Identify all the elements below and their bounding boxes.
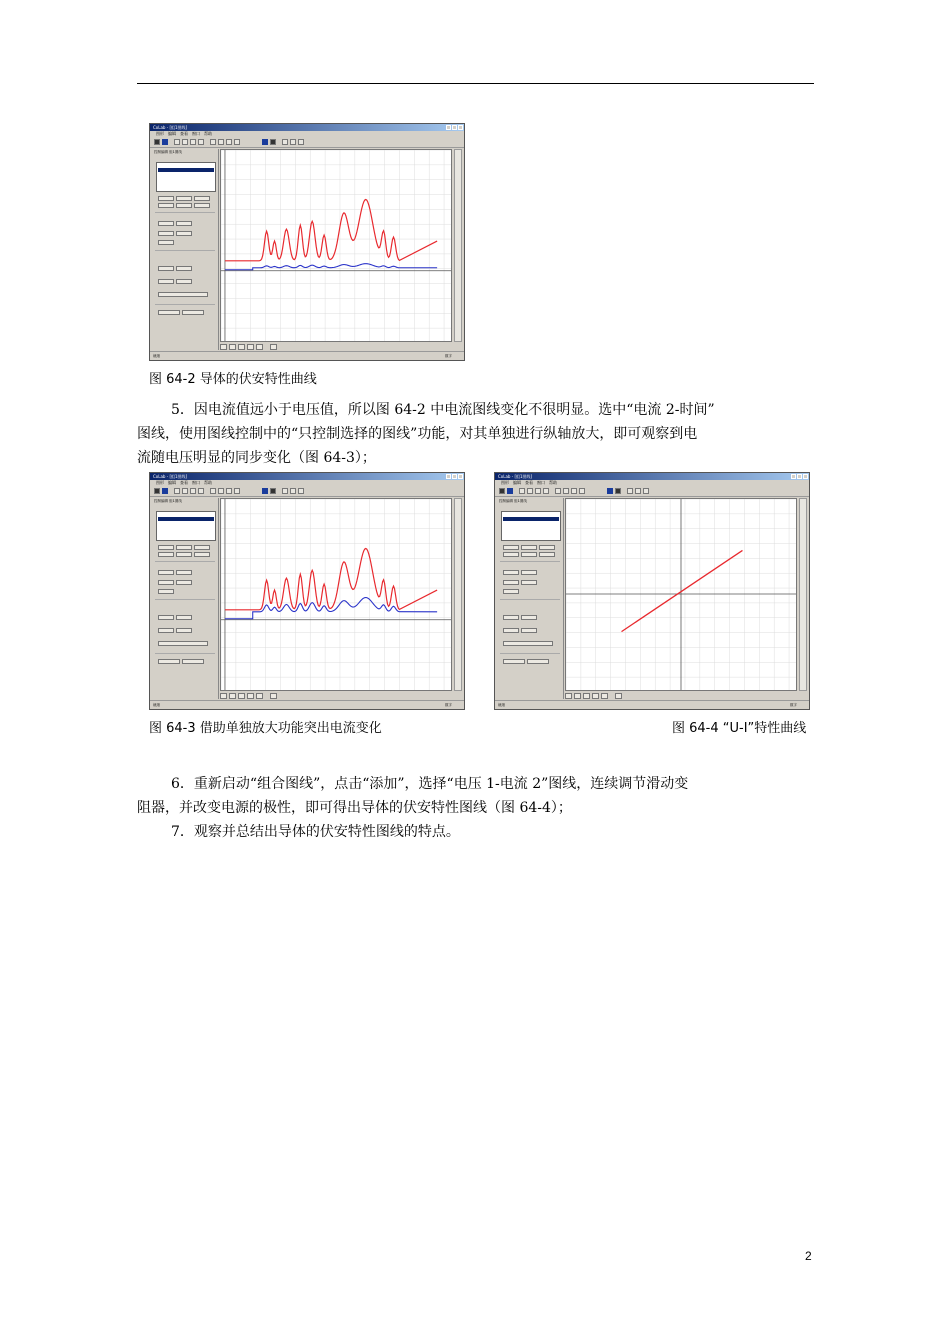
paragraph-line: 7．观察并总结出导体的伏安特性图线的特点。 [171, 824, 460, 840]
toolbar-icon[interactable] [174, 488, 180, 494]
minimize-icon[interactable] [446, 474, 451, 479]
ui-line [622, 550, 743, 631]
panel-button[interactable] [521, 615, 537, 620]
menu-item[interactable]: 查看 [180, 480, 188, 485]
button-row [158, 240, 174, 245]
panel-button[interactable] [158, 266, 174, 271]
toolbar-icon[interactable] [535, 488, 541, 494]
panel-button[interactable] [176, 615, 192, 620]
toolbar-icon[interactable] [218, 488, 224, 494]
graph-tool-icon[interactable] [247, 693, 254, 699]
figure-64-4-screenshot [494, 472, 810, 710]
panel-button[interactable] [503, 628, 519, 633]
button-row [503, 580, 537, 585]
panel-tabs[interactable]: 控制编辑 组1图线 [154, 150, 182, 154]
panel-button[interactable] [194, 552, 210, 557]
panel-button[interactable] [194, 545, 210, 550]
button-row [503, 659, 549, 664]
toolbar-icon[interactable] [154, 488, 160, 494]
graph-area[interactable] [220, 498, 452, 691]
graph-tool-icon[interactable] [270, 693, 277, 699]
toolbar-icon[interactable] [198, 139, 204, 145]
time-graph [221, 499, 451, 690]
control-panel [497, 498, 564, 699]
panel-button[interactable] [158, 659, 180, 664]
figure-64-3-screenshot [149, 472, 465, 710]
graph-toolbar [220, 692, 452, 700]
panel-button[interactable] [539, 545, 555, 550]
panel-button[interactable] [503, 580, 519, 585]
toolbar-icon[interactable] [563, 488, 569, 494]
voltage-curve [225, 548, 437, 609]
button-row [503, 545, 555, 550]
menu-item[interactable]: 编辑 [513, 480, 521, 485]
close-icon[interactable] [458, 474, 463, 479]
window-title: CoLab - [组1图线] [153, 125, 188, 130]
panel-button[interactable] [503, 589, 519, 594]
button-row [503, 552, 555, 557]
panel-button[interactable] [176, 266, 192, 271]
statusbar [495, 700, 809, 709]
button-row [158, 615, 192, 620]
status-mode: 数字 [445, 354, 452, 358]
toolbar-icon[interactable] [182, 488, 188, 494]
panel-button[interactable] [176, 570, 192, 575]
button-row [503, 615, 537, 620]
button-row [158, 196, 210, 201]
graph-tool-icon[interactable] [583, 693, 590, 699]
panel-button[interactable] [158, 589, 174, 594]
panel-button[interactable] [158, 615, 174, 620]
panel-button[interactable] [521, 580, 537, 585]
panel-button[interactable] [158, 570, 174, 575]
menu-item[interactable]: 帮助 [549, 480, 557, 485]
button-row [158, 292, 208, 297]
status-text: 就绪 [498, 703, 505, 707]
toolbar [495, 486, 809, 497]
toolbar-icon[interactable] [571, 488, 577, 494]
toolbar-icon[interactable] [635, 488, 641, 494]
section-divider [155, 250, 215, 251]
maximize-icon[interactable] [797, 474, 802, 479]
panel-button[interactable] [521, 570, 537, 575]
panel-button[interactable] [158, 240, 174, 245]
button-row [158, 266, 192, 271]
selected-graph-item[interactable] [158, 517, 214, 521]
toolbar [150, 486, 464, 497]
toolbar-icon[interactable] [507, 488, 513, 494]
toolbar-icon[interactable] [643, 488, 649, 494]
toolbar-icon[interactable] [499, 488, 505, 494]
toolbar-icon[interactable] [290, 139, 296, 145]
graph-tool-icon[interactable] [220, 344, 227, 350]
graph-tool-icon[interactable] [229, 344, 236, 350]
panel-button[interactable] [503, 552, 519, 557]
panel-tabs[interactable]: 控制编辑 组1图线 [154, 499, 182, 503]
section-divider [500, 599, 560, 600]
section-divider [155, 653, 215, 654]
panel-button[interactable] [158, 203, 174, 208]
menu-item[interactable]: 图形 [501, 480, 509, 485]
control-panel [152, 149, 219, 350]
panel-tabs[interactable]: 控制编辑 组1图线 [499, 499, 527, 503]
maximize-icon[interactable] [452, 474, 457, 479]
panel-button[interactable] [158, 545, 174, 550]
paragraph-line: 5．因电流值远小于电压值，所以图 64-2 中电流图线变化不很明显。选中“电流 2-时间” [171, 402, 715, 418]
panel-button[interactable] [158, 641, 208, 646]
control-panel [152, 498, 219, 699]
panel-button[interactable] [176, 545, 192, 550]
button-row [158, 641, 208, 646]
panel-button[interactable] [158, 196, 174, 201]
voltage-curve [225, 199, 437, 260]
menu-item[interactable]: 图形 [156, 131, 164, 136]
panel-button[interactable] [527, 659, 549, 664]
toolbar-icon[interactable] [174, 139, 180, 145]
section-divider [155, 599, 215, 600]
toolbar-icon[interactable] [198, 488, 204, 494]
graph-tool-icon[interactable] [220, 693, 227, 699]
stop-icon[interactable] [615, 488, 621, 494]
panel-button[interactable] [194, 196, 210, 201]
maximize-icon[interactable] [452, 125, 457, 130]
graph-area[interactable] [565, 498, 797, 691]
window-title: CoLab - [组1图线] [498, 474, 533, 479]
minimize-icon[interactable] [446, 125, 451, 130]
graph-area[interactable] [220, 149, 452, 342]
menu-item[interactable]: 窗口 [192, 131, 200, 136]
stop-icon[interactable] [270, 488, 276, 494]
panel-button[interactable] [176, 231, 192, 236]
statusbar [150, 351, 464, 360]
graph-tool-icon[interactable] [238, 693, 245, 699]
toolbar [150, 137, 464, 148]
button-row [158, 570, 192, 575]
panel-button[interactable] [158, 231, 174, 236]
graph-tool-icon[interactable] [270, 344, 277, 350]
toolbar-icon[interactable] [210, 139, 216, 145]
graph-tool-icon[interactable] [574, 693, 581, 699]
graph-tool-icon[interactable] [601, 693, 608, 699]
header-rule [137, 83, 814, 84]
panel-button[interactable] [176, 580, 192, 585]
window-titlebar [150, 124, 464, 131]
graph-list[interactable] [156, 162, 216, 192]
toolbar-icon[interactable] [298, 139, 304, 145]
figure-caption: 图 64-4 “U-I”特性曲线 [672, 721, 807, 736]
menu-item[interactable]: 窗口 [537, 480, 545, 485]
panel-button[interactable] [176, 196, 192, 201]
vertical-scrollbar[interactable] [454, 149, 462, 342]
graph-tool-icon[interactable] [247, 344, 254, 350]
menu-item[interactable]: 查看 [525, 480, 533, 485]
menu-item[interactable]: 查看 [180, 131, 188, 136]
toolbar-icon[interactable] [218, 139, 224, 145]
window-titlebar [495, 473, 809, 480]
button-row [158, 552, 210, 557]
graph-list[interactable] [156, 511, 216, 541]
button-row [158, 628, 192, 633]
selected-graph-item[interactable] [503, 517, 559, 521]
vertical-scrollbar[interactable] [799, 498, 807, 691]
button-row [158, 203, 210, 208]
ui-graph [566, 499, 796, 690]
toolbar-icon[interactable] [282, 139, 288, 145]
toolbar-icon[interactable] [543, 488, 549, 494]
toolbar-icon[interactable] [190, 488, 196, 494]
panel-button[interactable] [176, 221, 192, 226]
toolbar-icon[interactable] [298, 488, 304, 494]
panel-button[interactable] [503, 615, 519, 620]
menu-item[interactable]: 图形 [156, 480, 164, 485]
panel-button[interactable] [158, 552, 174, 557]
menu-item[interactable]: 编辑 [168, 131, 176, 136]
toolbar-icon[interactable] [162, 488, 168, 494]
panel-button[interactable] [176, 203, 192, 208]
graph-tool-icon[interactable] [229, 693, 236, 699]
panel-button[interactable] [182, 659, 204, 664]
close-icon[interactable] [458, 125, 463, 130]
toolbar-icon[interactable] [190, 139, 196, 145]
vertical-scrollbar[interactable] [454, 498, 462, 691]
menu-item[interactable]: 窗口 [192, 480, 200, 485]
toolbar-icon[interactable] [290, 488, 296, 494]
panel-button[interactable] [176, 552, 192, 557]
graph-tool-icon[interactable] [238, 344, 245, 350]
figure-caption: 图 64-2 导体的伏安特性曲线 [149, 372, 317, 387]
figure-caption: 图 64-3 借助单独放大功能突出电流变化 [149, 721, 382, 736]
statusbar [150, 700, 464, 709]
panel-button[interactable] [182, 310, 204, 315]
close-icon[interactable] [803, 474, 808, 479]
panel-button[interactable] [503, 545, 519, 550]
button-row [158, 279, 192, 284]
status-text: 就绪 [153, 354, 160, 358]
play-icon[interactable] [262, 488, 268, 494]
menu-item[interactable]: 编辑 [168, 480, 176, 485]
minimize-icon[interactable] [791, 474, 796, 479]
stop-icon[interactable] [270, 139, 276, 145]
button-row [158, 589, 174, 594]
section-divider [500, 561, 560, 562]
menu-item[interactable]: 帮助 [204, 131, 212, 136]
graph-tool-icon[interactable] [256, 344, 263, 350]
button-row [503, 628, 537, 633]
panel-button[interactable] [503, 641, 553, 646]
toolbar-icon[interactable] [282, 488, 288, 494]
status-text: 就绪 [153, 703, 160, 707]
graph-tool-icon[interactable] [592, 693, 599, 699]
graph-tool-icon[interactable] [256, 693, 263, 699]
toolbar-icon[interactable] [182, 139, 188, 145]
figure-64-2-screenshot [149, 123, 465, 361]
button-row [158, 221, 192, 226]
panel-button[interactable] [503, 659, 525, 664]
section-divider [500, 653, 560, 654]
button-row [503, 570, 537, 575]
selected-graph-item[interactable] [158, 168, 214, 172]
menu-item[interactable]: 帮助 [204, 480, 212, 485]
button-row [158, 231, 192, 236]
toolbar-icon[interactable] [154, 139, 160, 145]
graph-toolbar [565, 692, 797, 700]
toolbar-icon[interactable] [519, 488, 525, 494]
status-mode: 数字 [445, 703, 452, 707]
button-row [158, 545, 210, 550]
panel-button[interactable] [158, 279, 174, 284]
section-divider [155, 212, 215, 213]
panel-button[interactable] [521, 552, 537, 557]
status-mode: 数字 [790, 703, 797, 707]
panel-button[interactable] [194, 203, 210, 208]
paragraph-line: 6．重新启动“组合图线”，点击“添加”，选择“电压 1-电流 2”图线，连续调节滑动变 [171, 776, 689, 792]
button-row [158, 659, 204, 664]
play-icon[interactable] [262, 139, 268, 145]
graph-tool-icon[interactable] [615, 693, 622, 699]
window-title: CoLab - [组1图线] [153, 474, 188, 479]
panel-button[interactable] [176, 628, 192, 633]
toolbar-icon[interactable] [555, 488, 561, 494]
page-number: 2 [805, 1249, 812, 1263]
toolbar-icon[interactable] [234, 488, 240, 494]
section-divider [155, 561, 215, 562]
toolbar-icon[interactable] [627, 488, 633, 494]
toolbar-icon[interactable] [579, 488, 585, 494]
toolbar-icon[interactable] [226, 139, 232, 145]
panel-button[interactable] [521, 545, 537, 550]
panel-button[interactable] [158, 292, 208, 297]
panel-button[interactable] [158, 580, 174, 585]
toolbar-icon[interactable] [234, 139, 240, 145]
button-row [503, 641, 553, 646]
panel-button[interactable] [521, 628, 537, 633]
time-graph [221, 150, 451, 341]
panel-button[interactable] [503, 570, 519, 575]
panel-button[interactable] [158, 628, 174, 633]
button-row [503, 589, 519, 594]
button-row [158, 310, 204, 315]
panel-button[interactable] [176, 279, 192, 284]
graph-list[interactable] [501, 511, 561, 541]
toolbar-icon[interactable] [210, 488, 216, 494]
paragraph-line: 图线，使用图线控制中的“只控制选择的图线”功能，对其单独进行纵轴放大，即可观察到电 [137, 426, 698, 442]
toolbar-icon[interactable] [162, 139, 168, 145]
paragraph-line: 阻器，并改变电源的极性，即可得出导体的伏安特性图线（图 64-4）； [137, 800, 572, 816]
graph-toolbar [220, 343, 452, 351]
play-icon[interactable] [607, 488, 613, 494]
panel-button[interactable] [158, 310, 180, 315]
window-titlebar [150, 473, 464, 480]
toolbar-icon[interactable] [527, 488, 533, 494]
toolbar-icon[interactable] [226, 488, 232, 494]
button-row [158, 580, 192, 585]
panel-button[interactable] [158, 221, 174, 226]
panel-button[interactable] [539, 552, 555, 557]
graph-tool-icon[interactable] [565, 693, 572, 699]
paragraph-line: 流随电压明显的同步变化（图 64-3）； [137, 450, 376, 466]
section-divider [155, 304, 215, 305]
